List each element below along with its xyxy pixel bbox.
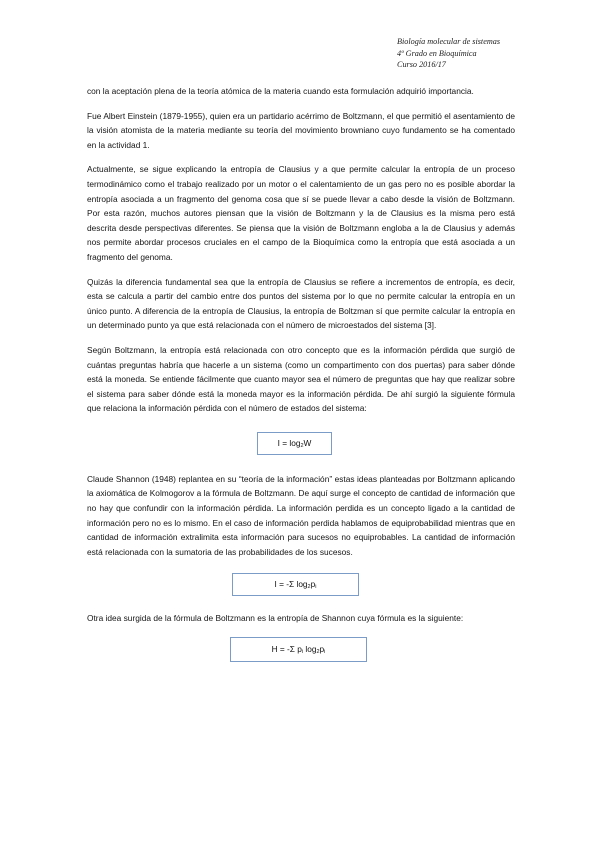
- formula-subscript: 2: [307, 584, 311, 591]
- paragraph-shannon-entropy: Otra idea surgida de la fórmula de Boltzmann es la entropía de Shannon cuya fórmula es la siguiente:: [87, 613, 464, 624]
- paragraph-lost-information: Según Boltzmann, la entropía está relacionada con otro concepto que es la información pérdida que surgió de cuántas preguntas habría que hacerle a un sistema (como un compartimento con dos puertas) para saber dónde está la moneda. Se entiende fácilmente que cuanto mayor sea el número de preguntas que hay que realizar sobre el sistema para saber dónde está la moneda mayor es la información pérdida. De ahí surgió la siguiente fórmula que relaciona la información pérdida con el número de estados del sistema:: [87, 344, 515, 414]
- formula-subscript: i: [324, 649, 326, 656]
- body-text: [87, 84, 515, 662]
- header-academic-year: Curso 2016/17: [397, 60, 446, 70]
- formula-subscript: 2: [316, 649, 320, 656]
- paragraph-shannon: Claude Shannon (1948) replantea en su “teoría de la información” estas ideas planteadas por Boltzmann aplicando la axiomática de Kolmogorov a la fórmula de Boltzmann. De aquí surge el concepto de cantidad de información que no hay que confundir con la información pérdida. La información perdida es un concepto ligado a la cantidad de información pero no es lo mismo. En el caso de información perdida hablamos de equiprobabilidad mientras que en cantidad de información extralimita esta información para sucesos no equiprobables. La cantidad de información está relacionada con la sumatoria de las probabilidades de los sucesos.: [87, 473, 515, 557]
- header-course-title: Biología molecular de sistemas: [397, 37, 501, 46]
- formula-subscript: i: [301, 649, 304, 656]
- paragraph-fundamental-difference: Quizás la diferencia fundamental sea que la entropía de Clausius se refiere a incrementos de entropía, es decir, esta se calcula a partir del cambio entre dos puntos del sistema por lo que no permite calcular la entropía en un único punto. A diferencia de la entropía de Clausius, la entropía de Boltzman sí que permite calcular la entropía en un determinado punto ya que está relacionada con el número de microestados del sistema [3].: [87, 276, 515, 331]
- formula-text: p: [310, 579, 316, 590]
- formula-text: H = -Σ p: [271, 644, 302, 655]
- formula-text: I = -Σ log: [274, 579, 308, 590]
- page-header: [397, 36, 500, 71]
- formula-text: p: [319, 644, 325, 655]
- formula-shannon-entropy: [230, 637, 367, 662]
- formula-text: W: [303, 437, 312, 448]
- paragraph-einstein: Fue Albert Einstein (1879-1955), quien era un partidario acérrimo de Boltzmann, el que permitió el asentamiento de la visión atomista de la materia mediante su teoría del movimiento browniano cuyo fundamento se ha comentado en la actividad 1.: [87, 110, 515, 150]
- formula-subscript: 2: [300, 442, 304, 449]
- formula-lost-information: [257, 432, 332, 455]
- formula-text: I = log: [277, 437, 301, 448]
- formula-information-quantity: [232, 573, 359, 596]
- formula-text: log: [303, 644, 317, 655]
- paragraph-atomic-theory: con la aceptación plena de la teoría atómica de la materia cuando esta formulación adquirió importancia.: [87, 86, 474, 96]
- header-degree: 4º Grado en Bioquímica: [397, 48, 477, 58]
- formula-subscript: i: [315, 584, 317, 591]
- paragraph-clausius-boltzmann: Actualmente, se sigue explicando la entropía de Clausius y a que permite calcular la entropía de un proceso termodinámico como el trabajo realizado por un motor o el calentamiento de un gas pero no es posible abordar la entropía asociada a un fragmento del genoma cosa que sí se puede llevar a cabo desde la visión de Boltzmann. Por esta razón, muchos autores piensan que la visión de Boltzmann y la de Clausius es la misma pero está descrita desde perspectivas diferentes. Se piensa que la visión de Boltzmann engloba a la de Clausius y además nos permite abordar procesos cruciales en el campo de la Bioquímica como la entropía que está asociada a un fragmento del genoma.: [87, 164, 515, 262]
